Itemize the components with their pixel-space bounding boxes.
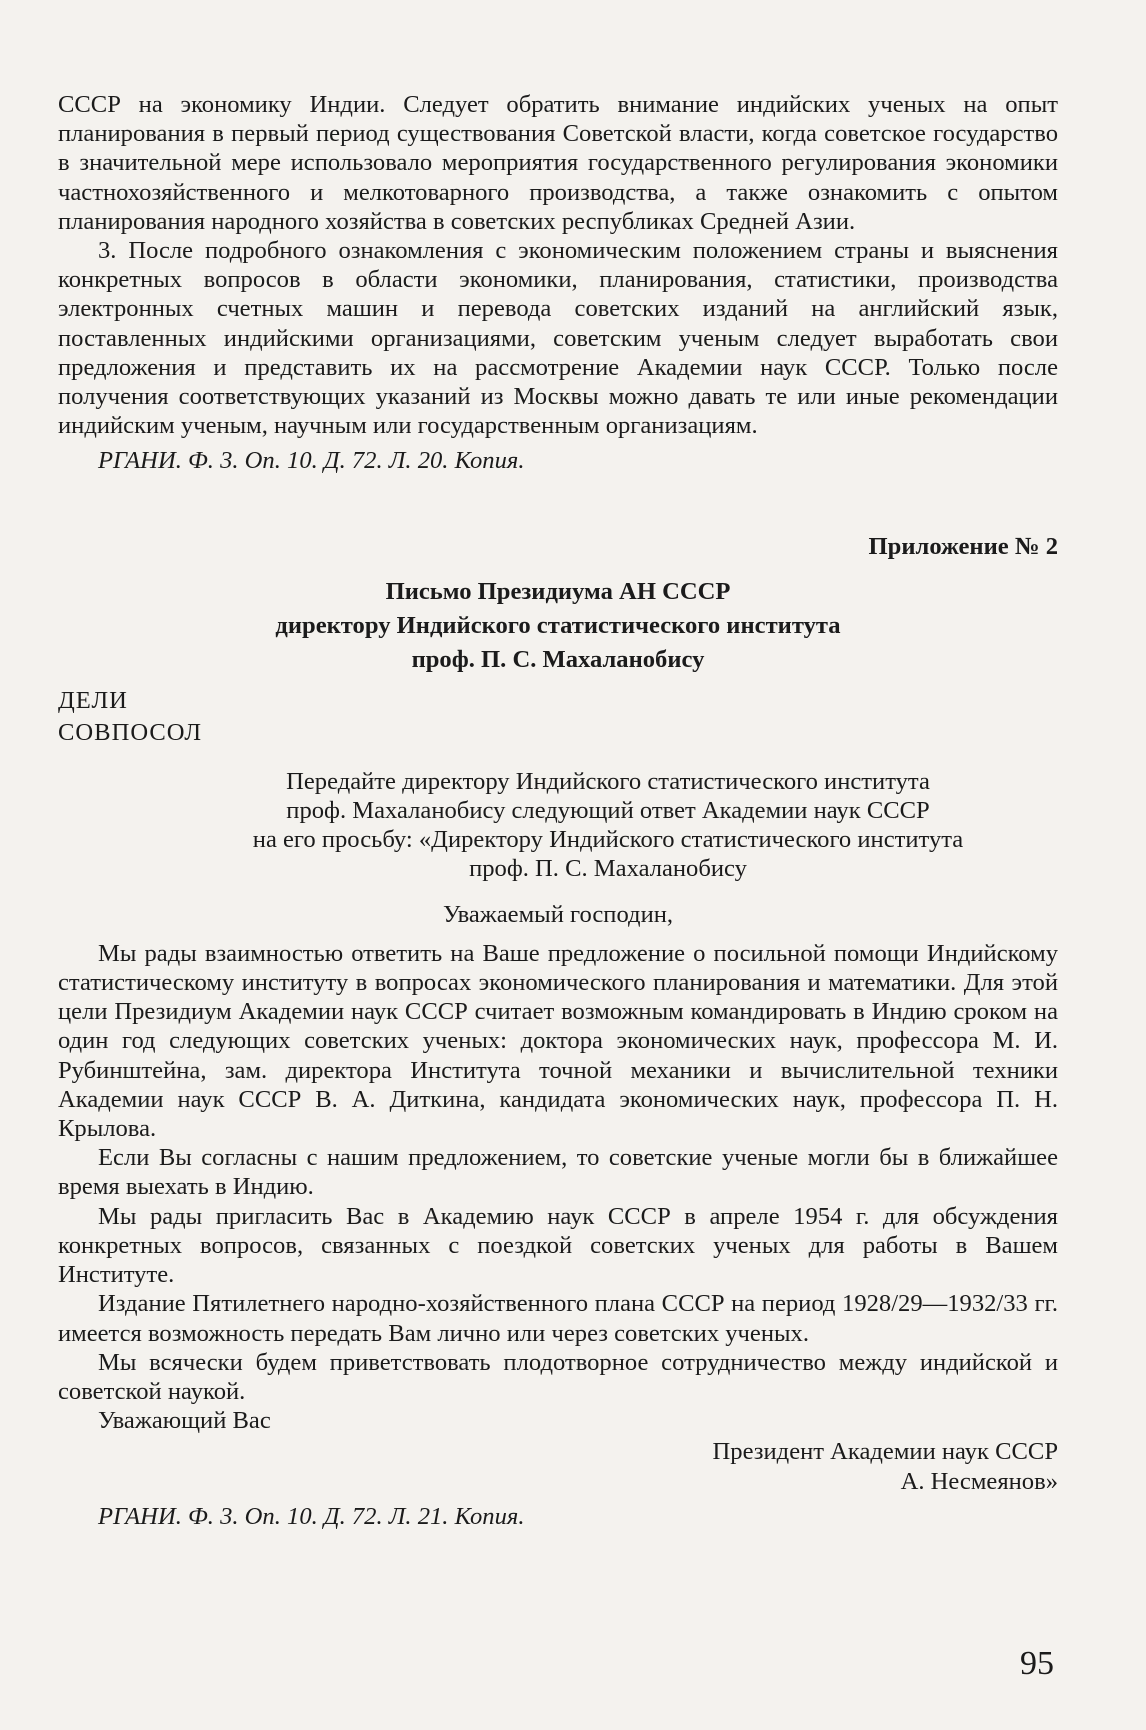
address-block: [58, 685, 1058, 749]
letter-paragraph-5: Мы всячески будем приветствовать плодотворное сотрудничество между индийской и советской наукой.: [58, 1348, 1058, 1405]
paragraph-2: 3. После подробного ознакомления с экономическим положением страны и выяснения конкретных вопросов в области экономики, планирования, статистики, производства электронных счетных машин и перевода советских изданий на английский язык, поставленных индийскими организациями, советским ученым следует выработать свои предложения и представить их на рассмотрение Академии наук СССР. Только после получения соответствующих указаний из Москвы можно давать те или иные рекомендации индийским ученым, научным или государственным организациям.: [58, 237, 1058, 440]
letter-paragraph-4: Издание Пятилетнего народно-хозяйственного плана СССР на период 1928/29—1932/33 гг. имеется возможность передать Вам лично или через советских ученых.: [58, 1290, 1058, 1347]
appendix-label: Приложение № 2: [868, 532, 1058, 560]
letter-closing: Уважающий Вас: [98, 1407, 271, 1435]
address-city: ДЕЛИ: [58, 686, 128, 714]
letter-paragraph-2: Если Вы согласны с нашим предложением, то советские ученые могли бы в ближайшее время выехать в Индию.: [58, 1144, 1058, 1201]
document-page: [58, 90, 1058, 1531]
letter-paragraph-3: Мы рады пригласить Вас в Академию наук СССР в апреле 1954 г. для обсуждения конкретных вопросов, связанных с поездкой советских ученых для работы в Вашем Институте.: [58, 1202, 1058, 1289]
intro-line-2: проф. Махаланобису следующий ответ Академии наук СССР: [286, 797, 930, 825]
heading-line-1: Письмо Президиума АН СССР: [385, 577, 731, 605]
signature-name: А. Несмеянов»: [900, 1467, 1058, 1495]
archive-source-2: РГАНИ. Ф. 3. Оп. 10. Д. 72. Л. 21. Копия.: [98, 1502, 525, 1530]
heading-line-2: директору Индийского статистического института: [275, 611, 841, 639]
intro-line-4: проф. П. С. Махаланобису: [469, 855, 747, 883]
letter-heading: [58, 575, 1058, 677]
intro-line-3: на его просьбу: «Директору Индийского статистического института: [252, 826, 964, 854]
greeting: Уважаемый господин,: [442, 900, 674, 928]
archive-source-1: РГАНИ. Ф. 3. Оп. 10. Д. 72. Л. 20. Копия.: [98, 447, 525, 475]
paragraph-1: СССР на экономику Индии. Следует обратить внимание индийских ученых на опыт планирования в первый период существования Советской власти, когда советское государство в значительной мере использовало мероприятия государственного регулирования экономики частнохозяйственного и мелкотоварного производства, а также ознакомить с опытом планирования народного хозяйства в советских республиках Средней Азии.: [58, 91, 1058, 235]
intro-block: [158, 767, 1058, 884]
signature-block: [58, 1437, 1058, 1495]
signature-title: Президент Академии наук СССР: [712, 1438, 1058, 1466]
heading-line-3: проф. П. С. Махаланобису: [411, 645, 705, 673]
page-number: 95: [1020, 1645, 1054, 1682]
letter-paragraph-1: Мы рады взаимностью ответить на Ваше предложение о посильной помощи Индийскому статистическому институту в вопросах экономического планирования и математики. Для этой цели Президиум Академии наук СССР считает возможным командировать в Индию сроком на один год следующих советских ученых: доктора экономических наук, профессора М. И. Рубинштейна, зам. директора Института точной механики и вычислительной техники Академии наук СССР В. А. Диткина, кандидата экономических наук, профессора П. Н. Крылова.: [58, 939, 1058, 1143]
address-recipient: СОВПОСОЛ: [58, 718, 203, 746]
intro-line-1: Передайте директору Индийского статистического института: [286, 767, 930, 795]
